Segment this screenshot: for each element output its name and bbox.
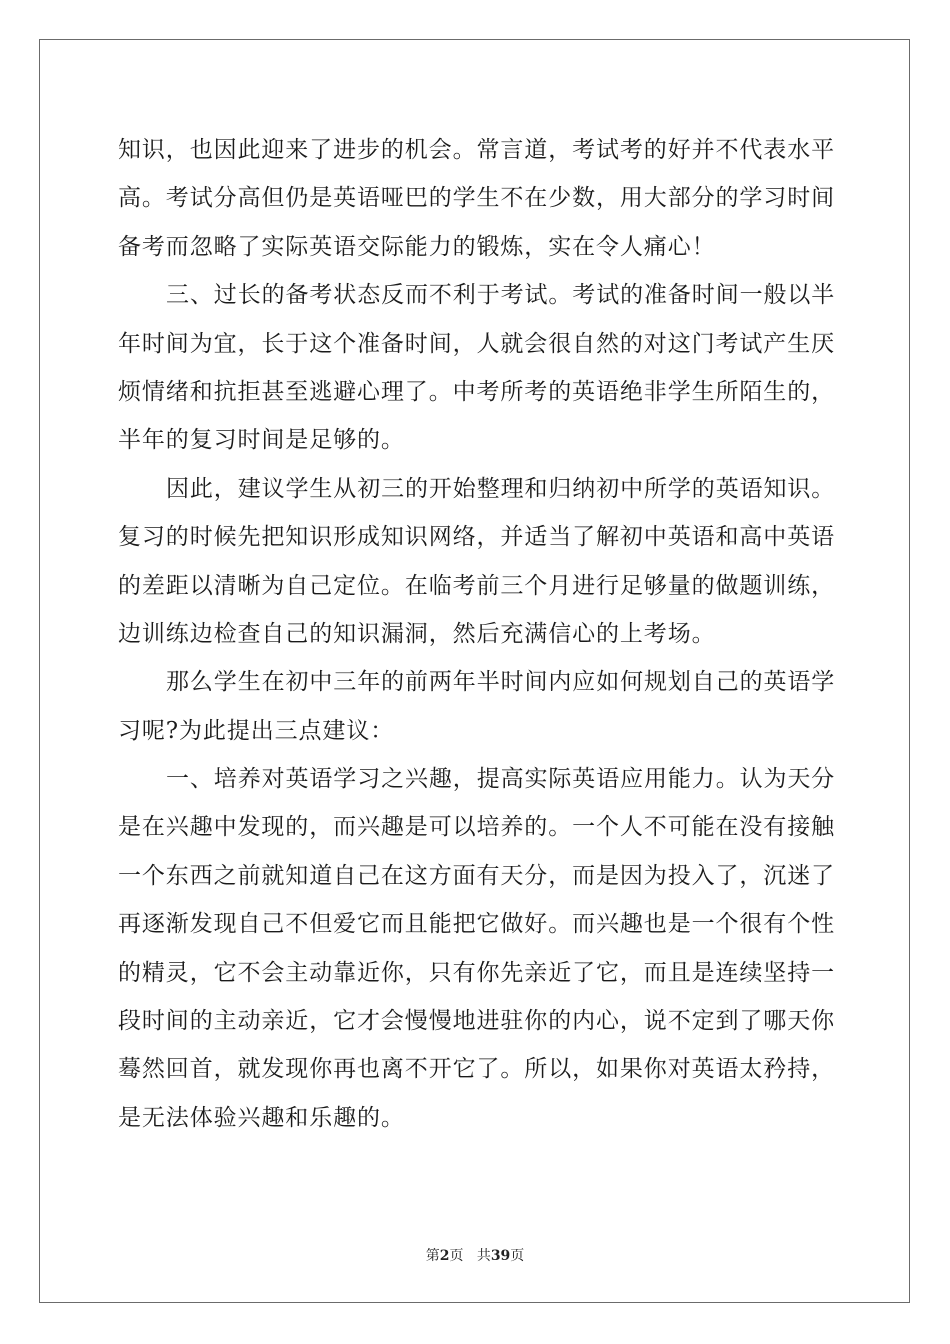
- text-line: 烦情绪和抗拒甚至逃避心理了。中考所考的英语绝非学生所陌生的，: [118, 378, 835, 405]
- text-line: 那么学生在初中三年的前两年半时间内应如何规划自己的英语学: [166, 669, 836, 696]
- paragraph-1: [118, 126, 838, 271]
- text-line: 是无法体验兴趣和乐趣的。: [118, 1104, 405, 1131]
- text-line: 高。考试分高但仍是英语哑巴的学生不在少数，用大部分的学习时间: [118, 185, 835, 212]
- text-line: 习呢?为此提出三点建议：: [118, 717, 395, 744]
- document-body: [118, 126, 838, 1142]
- paragraph-5: [118, 755, 838, 1142]
- text-line: 三、过长的备考状态反而不利于考试。考试的准备时间一般以半: [166, 282, 836, 309]
- text-line: 因此，建议学生从初三的开始整理和归纳初中所学的英语知识。: [166, 475, 836, 502]
- total-prefix: 共: [476, 1248, 491, 1264]
- footer-gap: [463, 1248, 476, 1264]
- text-line: 的精灵，它不会主动靠近你，只有你先亲近了它，而且是连续坚持一: [118, 959, 835, 986]
- text-line: 段时间的主动亲近，它才会慢慢地进驻你的内心，说不定到了哪天你: [118, 1008, 835, 1035]
- paragraph-4: [118, 658, 838, 755]
- text-line: 备考而忽略了实际英语交际能力的锻炼，实在令人痛心！: [118, 233, 716, 260]
- text-line: 蓦然回首，就发现你再也离不开它了。所以，如果你对英语太矜持，: [118, 1056, 835, 1083]
- text-line: 边训练边检查自己的知识漏洞，然后充满信心的上考场。: [118, 620, 716, 647]
- text-line: 年时间为宜，长于这个准备时间，人就会很自然的对这门考试产生厌: [118, 330, 835, 357]
- paragraph-3: [118, 465, 838, 659]
- paragraph-2: [118, 271, 838, 465]
- text-line: 复习的时候先把知识形成知识网络，并适当了解初中英语和高中英语: [118, 524, 835, 551]
- page-footer: [0, 1246, 950, 1266]
- text-line: 的差距以清晰为自己定位。在临考前三个月进行足够量的做题训练，: [118, 572, 835, 599]
- text-line: 一个东西之前就知道自己在这方面有天分，而是因为投入了，沉迷了: [118, 862, 835, 889]
- total-suffix: 页: [510, 1248, 525, 1264]
- text-line: 半年的复习时间是足够的。: [118, 427, 405, 454]
- total-pages: 39: [490, 1248, 511, 1264]
- text-line: 再逐渐发现自己不但爱它而且能把它做好。而兴趣也是一个很有个性: [118, 911, 835, 938]
- page-prefix: 第: [425, 1248, 440, 1264]
- page-suffix: 页: [449, 1248, 464, 1264]
- text-line: 一、培养对英语学习之兴趣，提高实际英语应用能力。认为天分: [166, 766, 836, 793]
- text-line: 是在兴趣中发现的，而兴趣是可以培养的。一个人不可能在没有接触: [118, 814, 835, 841]
- page-number: 2: [439, 1248, 450, 1264]
- text-line: 知识，也因此迎来了进步的机会。常言道，考试考的好并不代表水平: [118, 137, 835, 163]
